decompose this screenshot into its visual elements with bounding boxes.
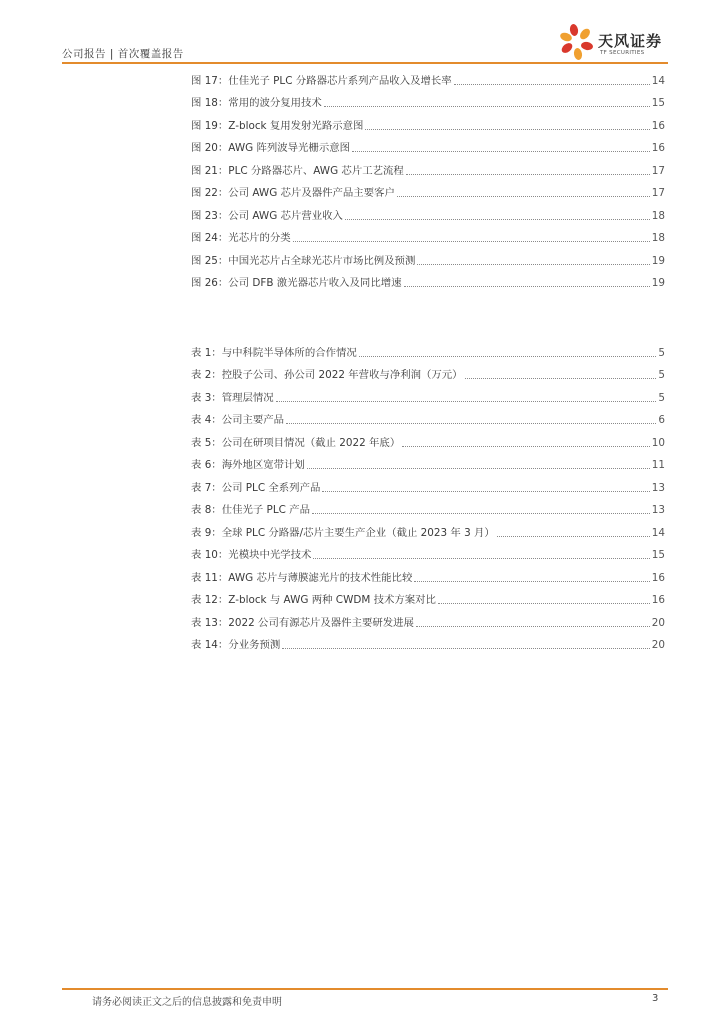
dot-leader	[313, 557, 649, 559]
figure-entry[interactable]	[191, 222, 665, 245]
entry-page-number: 11	[651, 459, 665, 471]
entry-page-number: 19	[651, 254, 665, 267]
entry-title: 表 9：全球 PLC 分路器/芯片主要生产企业（截止 2023 年 3 月）	[191, 526, 495, 539]
table-entry[interactable]	[191, 336, 665, 359]
page-number: 3	[652, 993, 659, 1004]
dot-leader	[322, 490, 649, 492]
dot-leader	[359, 355, 657, 357]
figure-entry[interactable]	[191, 132, 665, 155]
table-entry[interactable]	[191, 449, 665, 472]
logo-english-name: TF SECURITIES	[600, 50, 645, 56]
entry-page-number: 17	[651, 164, 665, 177]
dot-leader	[352, 150, 650, 152]
table-entry[interactable]	[191, 539, 665, 562]
table-entry[interactable]	[191, 561, 665, 584]
entry-page-number: 19	[651, 277, 665, 289]
entry-title: 图 20：AWG 阵列波导光栅示意图	[191, 142, 350, 154]
dot-leader	[497, 535, 650, 537]
entry-page-number: 14	[651, 526, 665, 539]
table-entry[interactable]	[191, 494, 665, 517]
entry-page-number: 20	[651, 616, 665, 629]
entry-title: 表 2：控股子公司、孙公司 2022 年营收与净利润（万元）	[191, 369, 463, 381]
dot-leader	[416, 625, 650, 627]
entry-page-number: 17	[651, 187, 665, 199]
dot-leader	[397, 195, 650, 197]
figure-entry[interactable]	[191, 109, 665, 132]
dot-leader	[365, 128, 649, 130]
entry-title: 表 14：分业务预测	[191, 639, 281, 651]
dot-leader	[345, 218, 650, 220]
dot-leader	[293, 240, 650, 242]
entry-title: 图 24：光芯片的分类	[191, 232, 291, 244]
logo-chinese-name: 天风证券	[598, 32, 663, 50]
entry-page-number: 16	[651, 571, 665, 584]
entry-page-number: 5	[658, 369, 665, 381]
table-entry[interactable]	[191, 606, 665, 629]
page-header	[62, 32, 668, 64]
entry-page-number: 15	[651, 97, 665, 109]
dot-leader	[404, 285, 650, 287]
report-type-label: 公司报告 | 首次覆盖报告	[62, 48, 184, 60]
entry-page-number: 16	[651, 142, 665, 154]
table-entry[interactable]	[191, 426, 665, 449]
dot-leader	[324, 105, 650, 107]
entry-title: 图 26：公司 DFB 激光器芯片收入及同比增速	[191, 277, 402, 289]
entry-page-number: 6	[658, 414, 665, 426]
entry-page-number: 5	[658, 346, 665, 359]
dot-leader	[312, 512, 650, 514]
entry-page-number: 10	[651, 436, 665, 449]
entry-title: 表 7：公司 PLC 全系列产品	[191, 481, 321, 494]
figure-entry[interactable]	[191, 154, 665, 177]
figure-entry[interactable]	[191, 244, 665, 267]
entry-title: 图 25：中国光芯片占全球光芯片市场比例及预测	[191, 254, 416, 267]
dot-leader	[454, 83, 650, 85]
entry-title: 表 5：公司在研项目情况（截止 2022 年底）	[191, 436, 401, 449]
dot-leader	[417, 263, 649, 265]
table-entry[interactable]	[191, 381, 665, 404]
entry-page-number: 18	[651, 209, 665, 222]
company-logo	[560, 22, 670, 64]
entry-page-number: 15	[651, 549, 665, 561]
figure-entry[interactable]	[191, 64, 665, 87]
tf-flower-icon	[560, 24, 596, 62]
footer-divider	[62, 988, 668, 990]
entry-title: 图 21：PLC 分路器芯片、AWG 芯片工艺流程	[191, 164, 404, 177]
dot-leader	[282, 647, 650, 649]
dot-leader	[465, 377, 657, 379]
entry-title: 表 12：Z-block 与 AWG 两种 CWDM 技术方案对比	[191, 594, 436, 606]
entry-title: 表 13：2022 公司有源芯片及器件主要研发进展	[191, 616, 414, 629]
entry-title: 表 1：与中科院半导体所的合作情况	[191, 346, 357, 359]
figure-index	[191, 64, 665, 289]
table-entry[interactable]	[191, 404, 665, 427]
entry-page-number: 16	[651, 119, 665, 132]
figure-entry[interactable]	[191, 199, 665, 222]
table-entry[interactable]	[191, 629, 665, 652]
entry-page-number: 20	[651, 639, 665, 651]
entry-title: 表 4：公司主要产品	[191, 414, 285, 426]
disclaimer-text: 请务必阅读正文之后的信息披露和免责申明	[92, 997, 282, 1008]
entry-title: 图 18：常用的波分复用技术	[191, 97, 322, 109]
entry-page-number: 16	[651, 594, 665, 606]
dot-leader	[414, 580, 649, 582]
entry-title: 图 22：公司 AWG 芯片及器件产品主要客户	[191, 187, 395, 199]
entry-page-number: 18	[651, 232, 665, 244]
dot-leader	[307, 467, 650, 469]
table-entry[interactable]	[191, 471, 665, 494]
dot-leader	[402, 445, 650, 447]
entry-title: 表 10：光模块中光学技术	[191, 549, 312, 561]
dot-leader	[406, 173, 650, 175]
entry-title: 图 17：仕佳光子 PLC 分路器芯片系列产品收入及增长率	[191, 74, 452, 87]
entry-title: 表 6：海外地区宽带计划	[191, 459, 305, 471]
entry-title: 图 23：公司 AWG 芯片营业收入	[191, 209, 343, 222]
entry-page-number: 14	[651, 74, 665, 87]
figure-entry[interactable]	[191, 267, 665, 290]
entry-page-number: 13	[651, 504, 665, 516]
figure-entry[interactable]	[191, 87, 665, 110]
table-index	[191, 336, 665, 651]
dot-leader	[276, 400, 657, 402]
entry-title: 图 19：Z-block 复用发射光路示意图	[191, 119, 364, 132]
table-entry[interactable]	[191, 584, 665, 607]
entry-title: 表 11：AWG 芯片与薄膜滤光片的技术性能比较	[191, 571, 413, 584]
table-entry[interactable]	[191, 516, 665, 539]
dot-leader	[286, 422, 656, 424]
entry-page-number: 13	[651, 481, 665, 494]
table-entry[interactable]	[191, 359, 665, 382]
figure-entry[interactable]	[191, 177, 665, 200]
entry-title: 表 3：管理层情况	[191, 391, 274, 404]
entry-page-number: 5	[658, 391, 665, 404]
entry-title: 表 8：仕佳光子 PLC 产品	[191, 504, 310, 516]
dot-leader	[438, 602, 650, 604]
